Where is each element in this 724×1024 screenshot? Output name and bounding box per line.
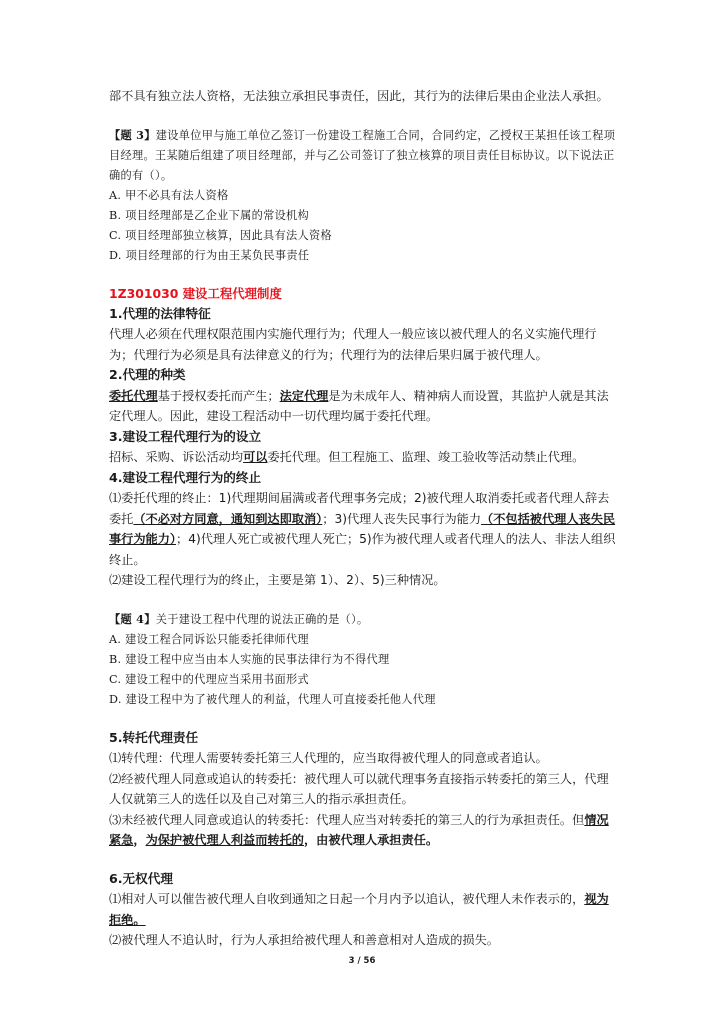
emphasis-notice: （不必对方同意，通知到达即取消） xyxy=(133,511,323,526)
question-3 xyxy=(109,125,619,266)
question-4 xyxy=(109,609,619,710)
question-4-option-b: B. 建设工程中应当由本人实施的民事法律行为不得代理 xyxy=(109,652,390,666)
section-title: 1Z301030 建设工程代理制度 xyxy=(109,285,282,301)
term-entrusted-agency: 委托代理 xyxy=(109,388,158,403)
question-3-option-c: C. 项目经理部独立核算，因此具有法人资格 xyxy=(109,228,332,242)
emphasis-refusal: 视为拒绝。 xyxy=(109,892,609,927)
question-3-option-a: A. 甲不必具有法人资格 xyxy=(109,188,229,202)
paragraph-1: 代理人必须在代理权限范围内实施代理行为；代理人一般应该以被代理人的名义实施代理行为；代理行为必须是具有法律意义的行为；代理行为的法律后果归属于被代理人。 xyxy=(109,327,597,362)
question-3-tag: 【题 3】 xyxy=(109,127,156,142)
question-3-option-d: D. 项目经理部的行为由王某负民事责任 xyxy=(109,248,310,262)
paragraph-2: 委托代理基于授权委托而产生；法定代理是为未成年人、精神病人而设置，其监护人就是其法定代理人。因此，建设工程活动中一切代理均属于委托代理。 xyxy=(109,388,609,423)
emphasis-protect: 为保护被代理人利益而转托的 xyxy=(145,833,304,847)
paragraph-4-1: ⑴委托代理的终止：1)代理期间届满或者代理事务完成；2)被代理人取消委托或者代理人辞去委托（不必对方同意，通知到达即取消）；3)代理人丧失民事行为能力（不包括被代理人丧失民事行为能力）；4)代理人死亡或被代理人死亡；5)作为被代理人或者代理人的法人、非法人组织终止。 xyxy=(109,491,616,567)
question-4-option-c: C. 建设工程中的代理应当采用书面形式 xyxy=(109,672,309,686)
page-number: 3 / 56 xyxy=(348,956,376,966)
question-4-stem: 【题 4】关于建设工程中代理的说法正确的是（）。 xyxy=(109,611,369,626)
question-3-stem: 【题 3】建设单位甲与施工单位乙签订一份建设工程施工合同，合同约定，乙授权王某担任该工程项目经理。王某随后组建了项目经理部，并与乙公司签订了独立核算的项目责任目标协议。以下说法正确的有（）。 xyxy=(109,127,616,182)
paragraph-5-3: ⑶未经被代理人同意或追认的转委托：代理人应当对转委托的第三人的行为承担责任。但情况紧急，为保护被代理人利益而转托的，由被代理人承担责任。 xyxy=(109,812,609,847)
heading-3: 3.建设工程代理行为的设立 xyxy=(109,428,262,444)
heading-4: 4.建设工程代理行为的终止 xyxy=(109,469,262,485)
question-4-option-d: D. 建设工程中为了被代理人的利益，代理人可直接委托他人代理 xyxy=(109,692,436,706)
section-code: 1Z301030 xyxy=(109,285,179,301)
question-4-tag: 【题 4】 xyxy=(109,611,156,626)
paragraph-5-2: ⑵经被代理人同意或追认的转委托：被代理人可以就代理事务直接指示转委托的第三人，代理人仅就第三人的选任以及自己对第三人的指示承担责任。 xyxy=(109,771,609,806)
paragraph-4-2: ⑵建设工程代理行为的终止，主要是第 1）、2）、5)三种情况。 xyxy=(109,573,446,587)
question-4-option-a: A. 建设工程合同诉讼只能委托律师代理 xyxy=(109,632,309,646)
term-statutory-agency: 法定代理 xyxy=(279,388,329,403)
heading-5: 5.转托代理责任 xyxy=(109,729,199,745)
intro-line: 部不具有独立法人资格，无法独立承担民事责任，因此，其行为的法律后果由企业法人承担。 xyxy=(109,89,609,103)
paragraph-6-1: ⑴相对人可以催告被代理人自收到通知之日起一个月内予以追认，被代理人未作表示的，视为拒绝。 xyxy=(109,892,609,927)
heading-6: 6.无权代理 xyxy=(109,870,173,886)
paragraph-6-2: ⑵被代理人不追认时，行为人承担给被代理人和善意相对人造成的损失。 xyxy=(109,933,499,947)
emphasis-emergency: 情况紧急 xyxy=(109,812,609,847)
heading-2: 2.代理的种类 xyxy=(109,367,186,382)
emphasis-exclusion: （不包括被代理人丧失民事行为能力） xyxy=(109,511,616,546)
paragraph-3: 招标、采购、诉讼活动均可以委托代理。但工程施工、监理、竣工验收等活动禁止代理。 xyxy=(109,450,585,464)
question-3-option-b: B. 项目经理部是乙企业下属的常设机构 xyxy=(109,208,310,222)
paragraph-5-1: ⑴转代理：代理人需要转委托第三人代理的，应当取得被代理人的同意或者追认。 xyxy=(109,751,548,765)
page-content xyxy=(109,86,619,951)
heading-1: 1.代理的法律特征 xyxy=(109,305,211,321)
emphasis-can: 可以 xyxy=(243,450,268,464)
